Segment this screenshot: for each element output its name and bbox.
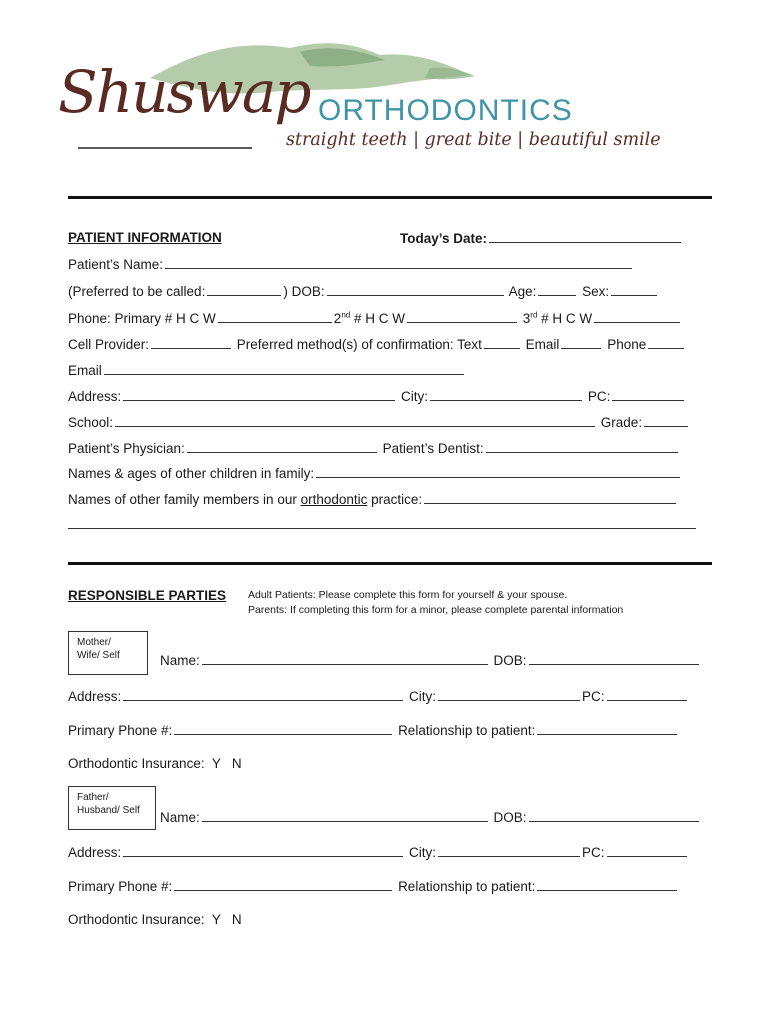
preferred-name-label: (Preferred to be called: (68, 284, 206, 299)
party1-city-label: City: (409, 689, 437, 704)
party1-phone-label: Primary Phone #: (68, 723, 173, 738)
party2-relationship-label: Relationship to patient: (398, 879, 536, 894)
dentist-label: Patient’s Dentist: (382, 441, 484, 456)
phone-2nd-sup: nd (341, 310, 351, 320)
preferred-row (68, 283, 659, 299)
cell-provider-field[interactable] (151, 336, 231, 349)
mother-box-line2: Wife/ Self (77, 650, 120, 661)
party2-name-field[interactable] (202, 809, 488, 822)
preferred-name-field[interactable] (207, 283, 281, 296)
todays-date-field[interactable] (489, 230, 681, 243)
patient-name-row (68, 256, 634, 272)
pc-label: PC: (587, 389, 611, 404)
responsible-section-title: RESPONSIBLE PARTIES (68, 588, 227, 603)
party1-city-field[interactable] (438, 688, 580, 701)
phone-primary-field[interactable] (218, 310, 332, 323)
grade-field[interactable] (644, 414, 688, 427)
party1-phone-field[interactable] (174, 722, 392, 735)
party1-dob-label: DOB: (493, 653, 527, 668)
city-label: City: (401, 389, 429, 404)
party2-name-label: Name: (160, 810, 200, 825)
sex-field[interactable] (611, 283, 657, 296)
party1-relationship-field[interactable] (537, 722, 677, 735)
address-field[interactable] (123, 388, 395, 401)
patient-dob-field[interactable] (327, 283, 504, 296)
todays-date-label: Today’s Date: (400, 231, 488, 246)
confirm-email-label: Email (525, 337, 560, 352)
party2-dob-label: DOB: (493, 810, 527, 825)
party2-phone-field[interactable] (174, 878, 392, 891)
family-members-label-end: practice: (371, 492, 423, 507)
confirm-phone-field[interactable] (648, 336, 684, 349)
family-members-field-line2[interactable] (68, 528, 696, 529)
patient-dob-label: ) DOB: (283, 284, 325, 299)
party1-pc-label: PC: (582, 689, 605, 704)
section-divider-top (68, 196, 712, 199)
children-label: Names & ages of other children in family: (68, 466, 315, 481)
party1-phone-row (68, 722, 679, 738)
phone-2nd-field[interactable] (407, 310, 517, 323)
physician-row (68, 440, 680, 456)
grade-label: Grade: (600, 415, 643, 430)
phone-3rd-field[interactable] (594, 310, 680, 323)
orthodontic-link: orthodontic (300, 492, 368, 507)
responsible-note-line1: Adult Patients: Please complete this form for yourself & your spouse. (248, 589, 568, 601)
party1-dob-field[interactable] (529, 652, 699, 665)
school-field[interactable] (115, 414, 595, 427)
phone-2nd-label: # H C W (353, 311, 405, 326)
party2-insurance-row: Orthodontic Insurance: Y N (68, 912, 242, 927)
party1-name-field[interactable] (202, 652, 488, 665)
address-row (68, 388, 686, 404)
party2-city-label: City: (409, 845, 437, 860)
email-row (68, 362, 466, 378)
cell-provider-row (68, 336, 686, 352)
party1-insurance-row: Orthodontic Insurance: Y N (68, 756, 242, 771)
school-row (68, 414, 690, 430)
phone-2nd-num: 2 (333, 311, 342, 326)
confirmation-method-label: Preferred method(s) of confirmation: Text (236, 337, 482, 352)
children-row (68, 465, 682, 481)
phone-3rd-num: 3 (522, 311, 531, 326)
section-divider-middle (68, 562, 712, 565)
party2-city-field[interactable] (438, 844, 580, 857)
confirm-email-field[interactable] (561, 336, 601, 349)
party2-address-label: Address: (68, 845, 122, 860)
party1-address-label: Address: (68, 689, 122, 704)
brand-tagline: straight teeth | great bite | beautiful smile (286, 130, 661, 150)
father-box-line1: Father/ (77, 792, 109, 803)
phone-primary-label: Phone: Primary # H C W (68, 311, 216, 326)
todays-date-row (400, 230, 683, 246)
party1-address-field[interactable] (123, 688, 403, 701)
address-label: Address: (68, 389, 122, 404)
mother-box-line1: Mother/ (77, 637, 111, 648)
party1-pc-field[interactable] (607, 688, 687, 701)
brand-script: Shuswap (58, 58, 310, 126)
father-box-line2: Husband/ Self (77, 805, 140, 816)
confirm-text-field[interactable] (484, 336, 520, 349)
party2-address-row (68, 844, 689, 860)
physician-field[interactable] (187, 440, 377, 453)
pc-field[interactable] (612, 388, 684, 401)
confirm-phone-label: Phone (607, 337, 647, 352)
children-field[interactable] (316, 465, 680, 478)
party2-pc-field[interactable] (607, 844, 687, 857)
age-field[interactable] (538, 283, 576, 296)
party2-dob-field[interactable] (529, 809, 699, 822)
party2-name-row (160, 809, 701, 825)
party1-relationship-label: Relationship to patient: (398, 723, 536, 738)
mother-wife-self-box (68, 631, 148, 675)
party2-address-field[interactable] (123, 844, 403, 857)
party2-phone-label: Primary Phone #: (68, 879, 173, 894)
responsible-note-line2: Parents: If completing this form for a minor, please complete parental information (248, 604, 624, 616)
brand-word: ORTHODONTICS (318, 94, 573, 127)
cell-provider-label: Cell Provider: (68, 337, 150, 352)
dentist-field[interactable] (486, 440, 678, 453)
family-members-field[interactable] (424, 491, 676, 504)
email-label: Email (68, 363, 102, 378)
sex-label: Sex: (582, 284, 610, 299)
patient-name-label: Patient’s Name: (68, 257, 164, 272)
party2-phone-row (68, 878, 679, 894)
family-members-row (68, 491, 678, 507)
patient-section-title: PATIENT INFORMATION (68, 230, 222, 245)
party1-name-row (160, 652, 701, 668)
email-field[interactable] (104, 362, 464, 375)
phone-3rd-sup: rd (530, 310, 538, 320)
phone-row (68, 310, 682, 326)
city-field[interactable] (430, 388, 582, 401)
patient-name-field[interactable] (165, 256, 632, 269)
party2-pc-label: PC: (582, 845, 605, 860)
party2-relationship-field[interactable] (537, 878, 677, 891)
age-label: Age: (508, 284, 537, 299)
clinic-logo (50, 30, 690, 170)
school-label: School: (68, 415, 114, 430)
physician-label: Patient’s Physician: (68, 441, 185, 456)
father-husband-self-box (68, 786, 156, 830)
phone-3rd-label: # H C W (541, 311, 593, 326)
party1-address-row (68, 688, 689, 704)
party1-name-label: Name: (160, 653, 200, 668)
family-members-label: Names of other family members in our (68, 492, 297, 507)
